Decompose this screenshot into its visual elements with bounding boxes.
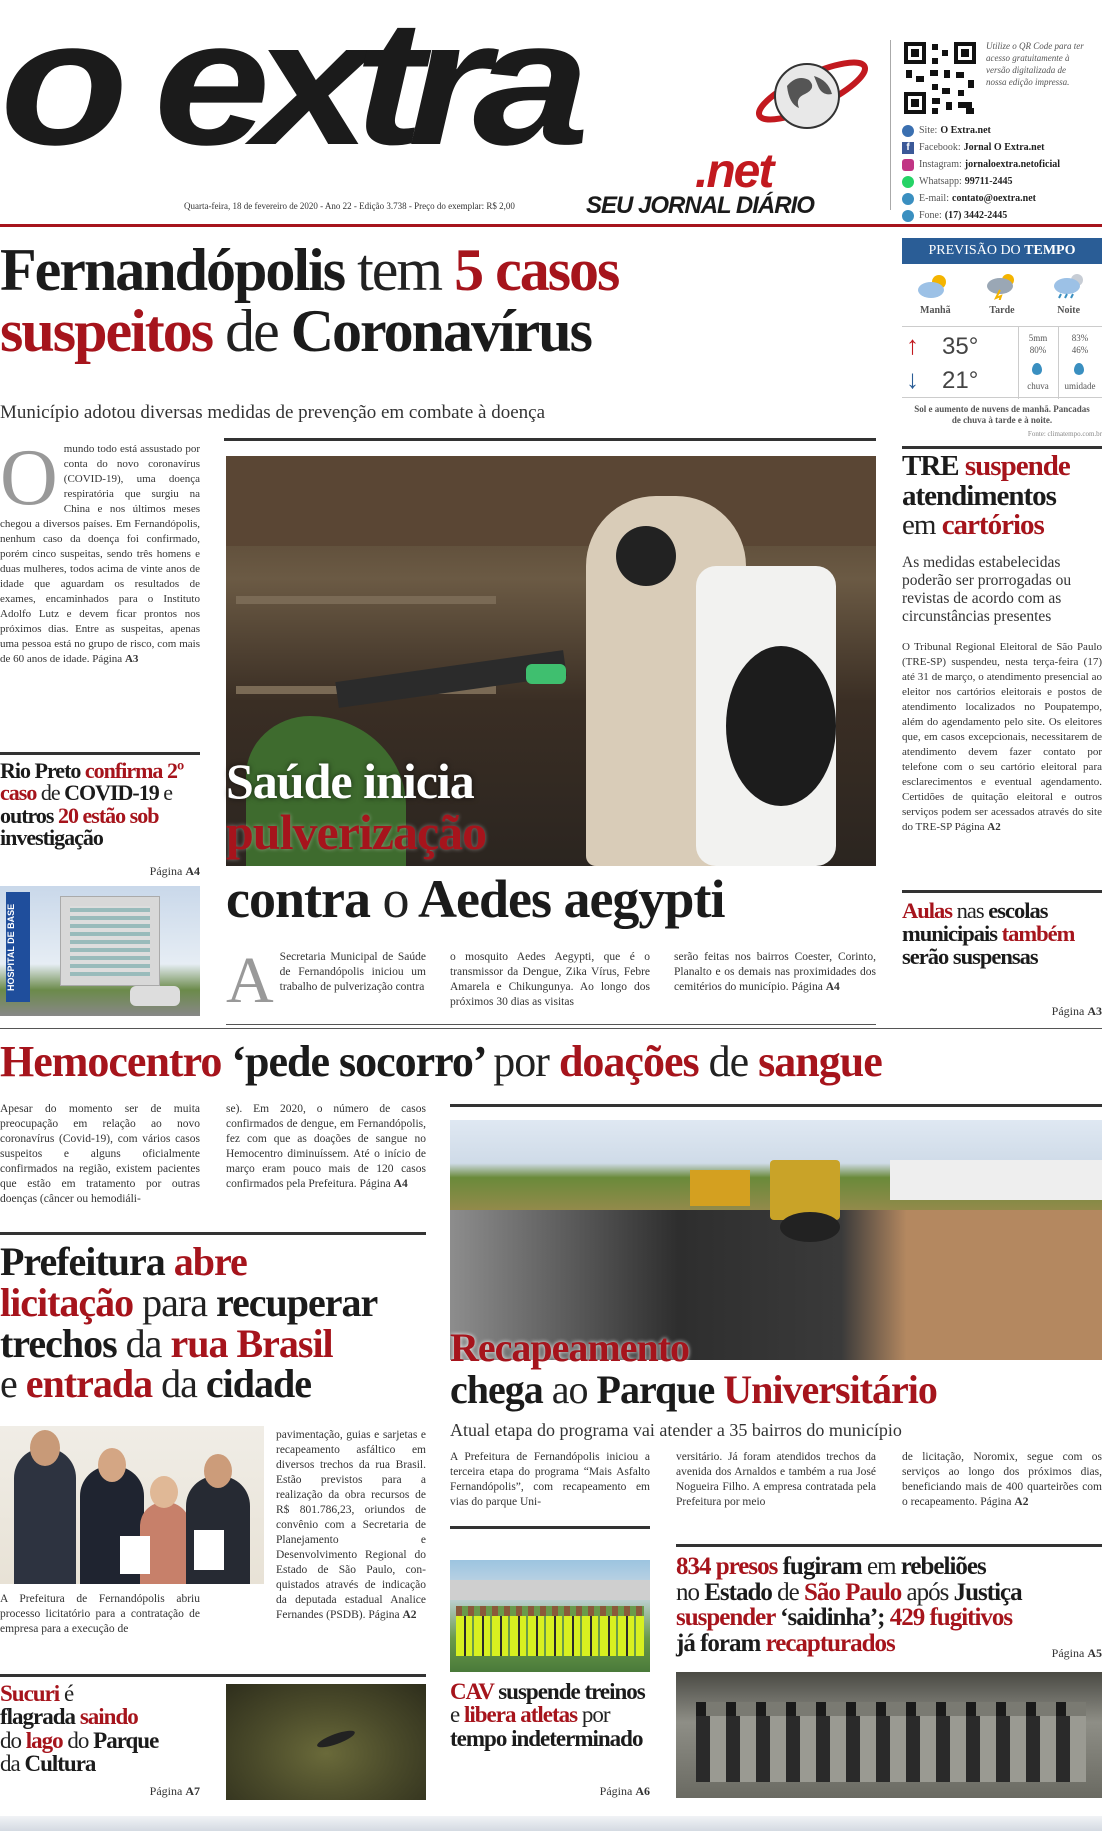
rule xyxy=(0,752,200,755)
logo-suffix: .net xyxy=(695,145,773,198)
pref-headline: Prefeitura abre licitação para recuperar trechos da rua Brasil e entrada da cidade xyxy=(0,1239,378,1407)
sun-cloud-icon xyxy=(915,272,955,300)
rule xyxy=(450,1104,1102,1107)
sucuri-page: Página A7 xyxy=(149,1784,200,1798)
sucuri-photo xyxy=(226,1684,426,1800)
rule xyxy=(226,1024,876,1025)
riopreto-page: Página A4 xyxy=(149,864,200,878)
weather-title: PREVISÃO DO TEMPO xyxy=(902,238,1102,264)
contact-list xyxy=(902,122,1102,224)
aulas-page: Página A3 xyxy=(1051,1004,1102,1018)
saude-overlay-headline: Saúde inicia pulverização xyxy=(226,753,487,860)
storm-icon xyxy=(982,272,1022,300)
night-rain-icon xyxy=(1049,272,1089,300)
rule xyxy=(224,438,876,441)
logo-main: o extra xyxy=(0,0,574,182)
presos-headline: 834 presos fugiram em rebeliões no Estado de São Paulo após Justiça suspender ‘saidinha’; 429 fugitivos já foram recapturados xyxy=(676,1553,1022,1657)
lead-headline: Fernandópolis tem 5 casos suspeitos de Coronavírus xyxy=(0,237,619,365)
facebook-icon: f xyxy=(902,142,914,154)
masthead-rule xyxy=(0,224,1102,227)
recape-text: A Prefeitura de Fernandópolis iniciou a terceira etapa do programa “Mais Asfalto Fernandópolis”, com recapeamento em vias do parque Uni- versitário. Já foram atendidos trechos da avenida dos Arnaldos e também a rua José Nogueira Filho. A empresa contratada pela Prefeitura por meio de licitação, Noromix, segue com os serviços ao longo dos próximos dias, beneficiando mais de 400 quarteirões com o recapeamento. Página A2 xyxy=(450,1451,1102,1508)
hemo-top-rule xyxy=(0,1028,1102,1029)
lead-subtitle: Município adotou diversas medidas de prevenção em combate à doença xyxy=(0,402,545,423)
qr-text: Utilize o QR Code para ter acesso gratuitamente à versão digitalizada de nossa edição impressa. xyxy=(986,41,1084,87)
paving-photo xyxy=(450,1120,1102,1360)
rule xyxy=(0,1232,426,1235)
contact-site[interactable]: Site: O Extra.net xyxy=(902,122,1102,139)
saude-text: A Secretaria Municipal de Saúde de Fernandópolis iniciou um trabalho de pulverização contra o mosquito Aedes Aegypti, que é o transmissor da Dengue, Zika Vírus, Febre Amarela e Chikungunya. Ao longo dos próximos 30 dias as visitas serão feitas nos bairros Coester, Corinto, Planalto e os demais nas proximidades dos cemitérios do município. Página A4 xyxy=(226,944,876,1017)
weather-box: PREVISÃO DO TEMPO Manhã Tarde Noite ↑ 35° ↓ 21° 5mm 80% chuva 83% 46% umidade Sol e aumento de nuvens de manhã. Pancadas de chuva à tarde e à noite. Fonte: climatempo.com.br xyxy=(902,238,1102,438)
riopreto-headline: Rio Preto confirma 2º caso de COVID-19 e outros 20 estão sob investigação xyxy=(0,758,184,851)
cav-page: Página A6 xyxy=(599,1784,650,1798)
whatsapp-icon xyxy=(902,176,914,188)
edition-line: Quarta-feira, 18 de fevereiro de 2020 - Ano 22 - Edição 3.738 - Preço do exemplar: R$ 2,00 xyxy=(184,201,515,211)
tagline: SEU JORNAL DIÁRIO xyxy=(586,192,814,219)
saude-headline: contra o Aedes aegypti xyxy=(226,869,725,929)
prison-photo xyxy=(676,1672,1102,1798)
hemo-headline: Hemocentro ‘pede socorro’ por doações de sangue xyxy=(0,1037,882,1086)
logo xyxy=(0,0,880,198)
rule xyxy=(902,446,1102,449)
tre-headline: TRE suspende atendimentos em cartórios xyxy=(902,450,1070,542)
raindrop-icon xyxy=(1032,363,1042,375)
temp-up-icon: ↑ xyxy=(906,331,919,360)
rule xyxy=(450,1526,650,1529)
column-divider xyxy=(890,40,891,210)
sucuri-headline: Sucuri é flagrada saindo do lago do Parque da Cultura xyxy=(0,1681,159,1777)
contact-instagram[interactable]: Instagram: jornaloextra.netoficial xyxy=(902,156,1102,173)
hemo-text: Apesar do momento ser de muita preocupação em relação ao novo coronavírus (Covid-19), com vários casos suspeitos e alguns oficialmente confirmados na região, existem pacientes que estão em tratamento por outras doenças (câncer ou hemodiáli- se). Em 2020, o número de casos confirmados de dengue, em Fernandópolis, fez com que as doações de sangue no Hemocentro diminuíssem. Até o início de março eram pouco mais de 120 casos confirmados pela Prefeitura. Página A4 xyxy=(0,1103,426,1205)
rule xyxy=(0,1674,426,1677)
pref-text-left: A Prefeitura de Fernandópolis abriu processo licitatório para a contratação de empresa para a execução de xyxy=(0,1593,200,1635)
instagram-icon xyxy=(902,159,914,171)
contact-facebook[interactable]: f Facebook: Jornal O Extra.net xyxy=(902,139,1102,156)
pref-text-right: pavimentação, guias e sarjetas e recapeamento asfáltico em diversos trechos da rua Brasil. Estão previstos para a realização da obra recursos de R$ 801.786,23, oriundos de convênio com a Secretaria de Planejamento e Desenvolvimento Regional do Estado de São Paulo, con- quistados através de indicação da deputada estadual Analice Fernandes (PSDB). Página A2 xyxy=(276,1429,426,1621)
contact-phone[interactable]: Fone: (17) 3442-2445 xyxy=(902,207,1102,224)
globe-logo-icon xyxy=(752,46,872,136)
recape-headline: chega ao Parque Universitário xyxy=(450,1367,937,1412)
cav-headline: CAV suspende treinos e libera atletas por tempo indeterminado xyxy=(450,1679,645,1751)
rule xyxy=(902,890,1102,893)
recape-subtitle: Atual etapa do programa vai atender a 35 bairros do município xyxy=(450,1420,902,1440)
recape-overlay-headline: Recapeamento xyxy=(450,1325,690,1370)
tre-subtitle: As medidas estabelecidas poderão ser prorrogadas ou revistas de acordo com as circunstâncias presentes xyxy=(902,554,1072,625)
qr-code-icon xyxy=(902,40,978,116)
email-icon xyxy=(902,193,914,205)
humidity-icon xyxy=(1074,363,1084,375)
aulas-headline: Aulas nas escolas municipais também serão suspensas xyxy=(902,898,1075,969)
team-photo xyxy=(450,1560,650,1672)
presos-page: Página A5 xyxy=(1051,1646,1102,1660)
rule xyxy=(676,1544,1102,1547)
temp-down-icon: ↓ xyxy=(906,365,919,394)
bottom-bar xyxy=(0,1816,1102,1831)
contact-email[interactable]: E-mail: contato@oextra.net xyxy=(902,190,1102,207)
globe-icon xyxy=(902,125,914,137)
officials-photo xyxy=(0,1426,264,1584)
masthead xyxy=(0,0,1102,228)
hospital-photo: HOSPITAL DE BASE xyxy=(0,886,200,1016)
tre-text: O Tribunal Regional Eleitoral de São Paulo (TRE-SP) suspendeu, nesta terça-feira (17) até 31 de março, o atendimento presencial ao eleitor nos cartórios eleitorais e postos de atendimento localizados no Poupatempo, além do agendamento pelo site. Os eleitores que, em casos excepcionais, necessitarem de atendimento devem fazer contato por telefone com o seu cartório eleitoral para esclarecimentos e eventual agendamento. Certidões de quitação eleitoral e outros serviços podem ser acessados através do site do TRE-SP Página A2 xyxy=(902,641,1102,833)
lead-story-text: Omundo todo está assustado por conta do novo coronavírus (COVID-19), uma doença respiratória que surgiu na China e nos últimos meses chegou a diversos países. Em Fernandópolis, nenhum caso da doença foi confirmado, porém cinco suspeitas, sendo três homens e duas mulheres, todos acima de vinte anos de idade que aguardam os resultados de exames, encaminhados para o Instituto Adolfo Lutz e devem ficar prontos nos próximos dias. Entre as suspeitas, apenas uma pessoa está no grupo de risco, com mais de 60 anos de idade. Página A3 xyxy=(0,434,200,665)
phone-icon xyxy=(902,210,914,222)
contact-whatsapp[interactable]: Whatsapp: 99711-2445 xyxy=(902,173,1102,190)
